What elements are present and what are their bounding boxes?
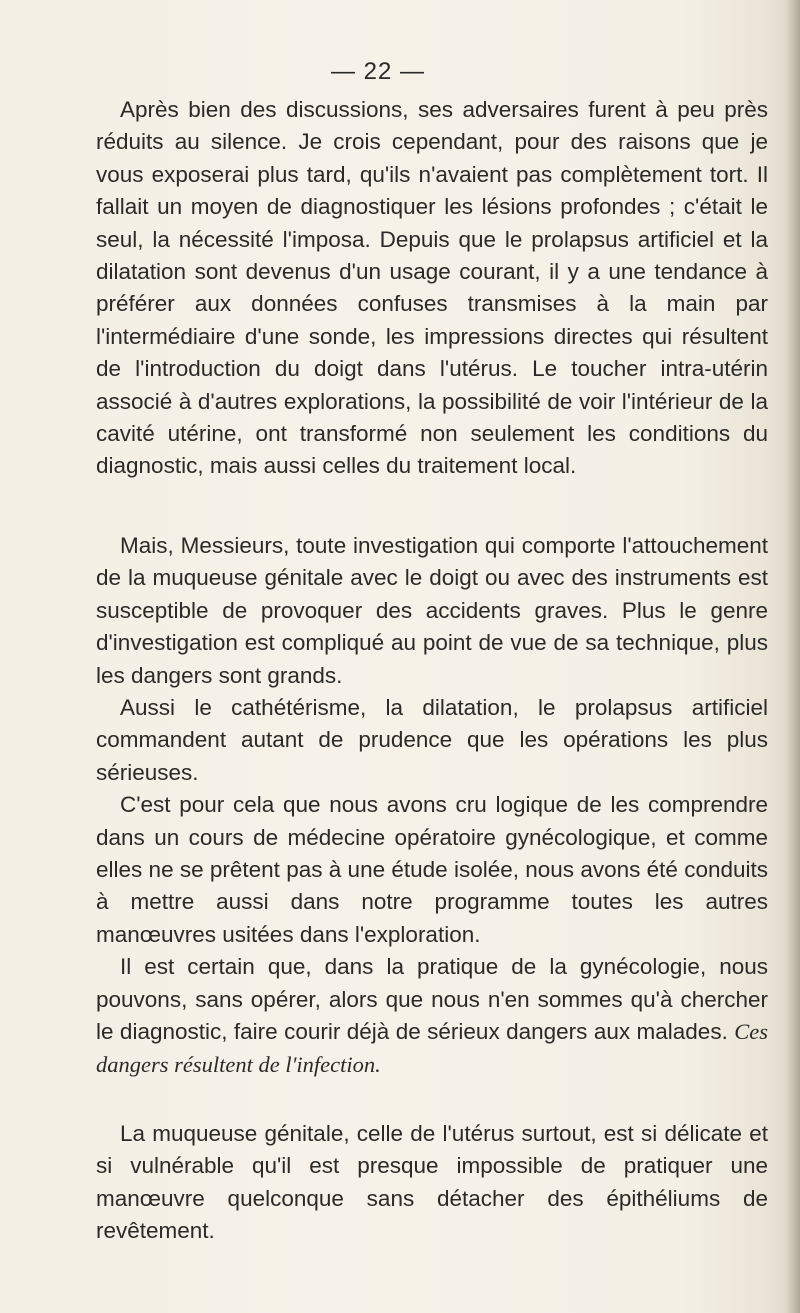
text-block-2 bbox=[96, 530, 768, 1081]
paragraph-4: C'est pour cela que nous avons cru logique de les comprendre dans un cours de médecine opératoire gynécologique, et comme elles ne se prêtent pas à une étude isolée, nous avons été conduits à mettre aussi dans notre programme toutes les autres manœuvres usitées dans l'exploration. bbox=[96, 792, 768, 947]
paragraph-1: Après bien des discussions, ses adversaires furent à peu près réduits au silence. Je crois cependant, pour des raisons que je vous exposerai plus tard, qu'ils n'avaient pas complètement tort. Il fallait un moyen de diagnostiquer les lésions profondes ; c'était le seul, la nécessité l'imposa. Depuis que le prolapsus artificiel et la dilatation sont devenus d'un usage courant, il y a une tendance à préférer aux données confuses transmises à la main par l'intermédiaire d'une sonde, les impressions directes qui résultent de l'introduction du doigt dans l'utérus. Le toucher intra-utérin associé à d'autres explorations, la possibilité de voir l'intérieur de la cavité utérine, ont transformé non seulement les conditions du diagnostic, mais aussi celles du traitement local. bbox=[96, 97, 768, 479]
paragraph-2: Mais, Messieurs, toute investigation qui comporte l'attouchement de la muqueuse génitale avec le doigt ou avec des instruments est susceptible de provoquer des accidents graves. Plus le genre d'investigation est compliqué au point de vue de sa technique, plus les dangers sont grands. bbox=[96, 533, 768, 688]
text-block-1 bbox=[96, 94, 768, 483]
text-block-3 bbox=[96, 1118, 768, 1248]
paragraph-5-text: Il est certain que, dans la pratique de la gynécologie, nous pouvons, sans opérer, alors que nous n'en sommes qu'à chercher le diagnostic, faire courir déjà de sérieux dangers aux malades. bbox=[96, 954, 768, 1045]
paragraph-3: Aussi le cathétérisme, la dilatation, le prolapsus artificiel commandent autant de prudence que les opérations les plus sérieuses. bbox=[96, 695, 768, 785]
paragraph-6: La muqueuse génitale, celle de l'utérus surtout, est si délicate et si vulnérable qu'il est presque impossible de pratiquer une manœuvre quelconque sans détacher des épithéliums de revêtement. bbox=[96, 1121, 768, 1244]
page-edge-shadow bbox=[786, 0, 800, 1313]
paragraph-5-italic: Ces dangers résultent de l'infection. bbox=[96, 1019, 768, 1077]
page-number: — 22 — bbox=[330, 58, 426, 85]
paragraph-5 bbox=[96, 951, 768, 1081]
